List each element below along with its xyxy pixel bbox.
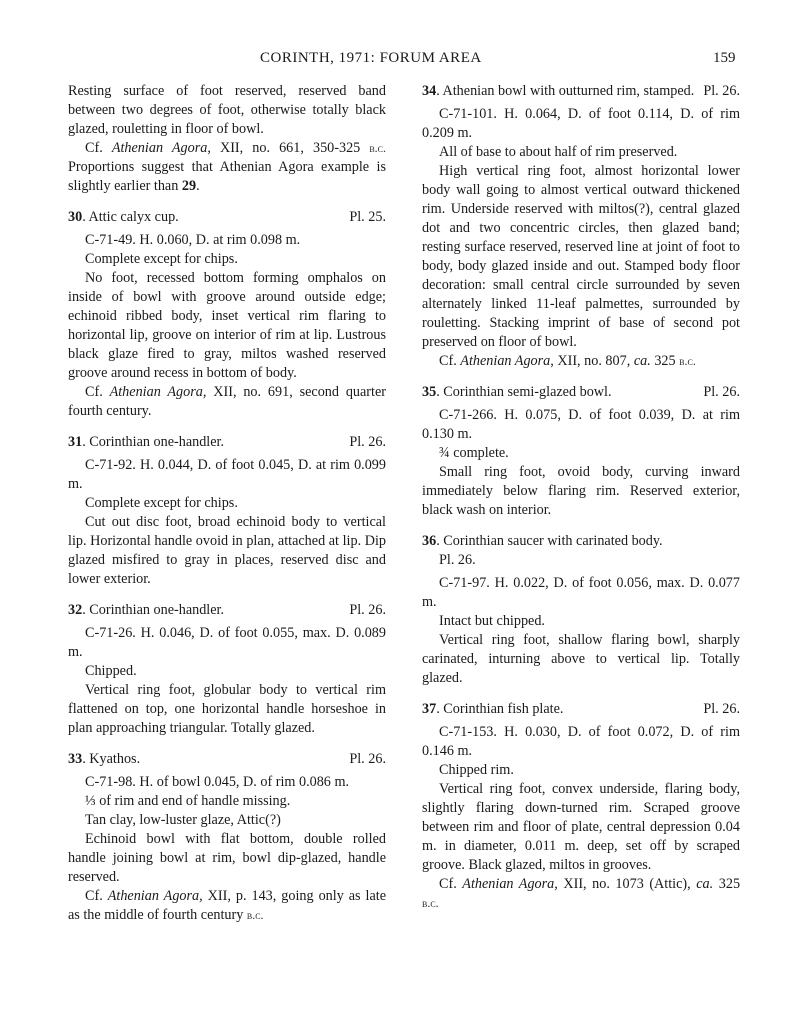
plate-reference: Pl. 26. xyxy=(349,602,386,618)
entry-36 xyxy=(422,532,740,688)
fabric: Tan clay, low-luster glaze, Attic(?) xyxy=(85,812,281,828)
entry-number: 35 xyxy=(422,384,437,400)
description: No foot, recessed bottom forming omphalos on inside of bowl with groove around outside edge; echinoid ribbed body, inset vertical rim flaring to horizontal lip, groove on interior of rim at lip. Lustrous black glaze fired to gray, miltos washed reserved groove around recess in bottom of body. xyxy=(68,270,386,381)
plate-reference: Pl. 26. xyxy=(439,552,476,568)
entry-heading xyxy=(68,601,386,620)
citation-title: Athenian Agora, xyxy=(462,876,558,892)
entry-32 xyxy=(68,601,386,738)
text-span: ca. xyxy=(696,876,714,892)
catalog-number: C-71-92. H. 0.044, D. of foot 0.045, D. at rim 0.099 m. xyxy=(68,457,386,492)
plate-reference: Pl. 25. xyxy=(349,209,386,225)
continued-entry xyxy=(68,82,386,196)
running-title: CORINTH, 1971: FORUM AREA xyxy=(260,50,482,66)
catalog-number: C-71-153. H. 0.030, D. of foot 0.072, D. of rim 0.146 m. xyxy=(422,724,740,759)
entry-number: 30 xyxy=(68,209,83,225)
entry-title: . Corinthian one-handler. xyxy=(82,602,225,618)
entry-number: 37 xyxy=(422,701,437,717)
text-span: b.c. xyxy=(679,354,696,368)
plate-reference: Pl. 26. xyxy=(703,701,740,717)
entry-heading xyxy=(422,82,740,101)
description: Small ring foot, ovoid body, curving inward immediately below flaring rim. Reserved exterior, black wash on interior. xyxy=(422,464,740,518)
entry-title: . Attic calyx cup. xyxy=(82,209,179,225)
text-span: Cf. xyxy=(439,876,457,892)
entry-37 xyxy=(422,700,740,913)
text-span: . xyxy=(196,178,200,194)
text-span: Cf. xyxy=(85,384,103,400)
catalog-number: C-71-266. H. 0.075, D. of foot 0.039, D. at rim 0.130 m. xyxy=(422,407,740,442)
page-number: 159 xyxy=(713,50,736,66)
catalog-number: C-71-26. H. 0.046, D. of foot 0.055, max. D. 0.089 m. xyxy=(68,625,386,660)
description: High vertical ring foot, almost horizontal lower body wall going to almost vertical outward thickened rim. Underside reserved with miltos(?), central glazed dot and two concentric circles, then glazed band; resting surface reserved, reserved line at joint of foot to body, body glazed inside and out. Stamped body floor decoration: small central circle surrounded by seven alternately linked 11-leaf palmettes, surrounded by rouletting. Stacking imprint of base of second pot preserved on floor of bowl. xyxy=(422,163,740,350)
description: Vertical ring foot, shallow flaring bowl, sharply carinated, inturning above to vertical lip. Totally glazed. xyxy=(422,632,740,686)
text-span: Cf. xyxy=(439,353,457,369)
description: Cut out disc foot, broad echinoid body to vertical lip. Horizontal handle ovoid in plan, attached at lip. Dip glazed misfired to gray in places, reserved disc and lower exterior. xyxy=(68,514,386,587)
citation-title: Athenian Agora, xyxy=(460,353,554,369)
condition: ¾ complete. xyxy=(439,445,509,461)
text-span: XII, no. 807, xyxy=(557,353,631,369)
condition: Complete except for chips. xyxy=(85,251,238,267)
citation-title: Athenian Agora, xyxy=(109,384,207,400)
plate-reference: Pl. 26. xyxy=(703,384,740,400)
entry-35 xyxy=(422,383,740,520)
right-column xyxy=(422,82,740,913)
condition: Chipped rim. xyxy=(439,762,514,778)
entry-34 xyxy=(422,82,740,371)
comparanda xyxy=(68,139,386,196)
comparanda xyxy=(422,352,740,371)
continued-text: Resting surface of foot reserved, reserved band between two degrees of foot, otherwise totally black glazed, rouletting in floor of bowl. xyxy=(68,83,386,137)
left-column xyxy=(68,82,386,925)
entry-heading xyxy=(422,383,740,402)
condition: Complete except for chips. xyxy=(85,495,238,511)
entry-heading xyxy=(68,433,386,452)
plate-reference: Pl. 26. xyxy=(349,434,386,450)
entry-title: . Corinthian semi-glazed bowl. xyxy=(436,384,612,400)
text-span: Cf. xyxy=(85,888,103,904)
description: Vertical ring foot, globular body to vertical rim flattened on top, one horizontal handle horseshoe in plan approaching triangular. Totally glazed. xyxy=(68,682,386,736)
comparanda xyxy=(422,875,740,913)
entry-title: . Corinthian saucer with carinated body. xyxy=(436,533,663,549)
condition: Intact but chipped. xyxy=(439,613,545,629)
entry-number: 34 xyxy=(422,83,437,99)
cross-reference: 29 xyxy=(181,178,197,194)
plate-reference: Pl. 26. xyxy=(349,751,386,767)
text-span: 325 xyxy=(654,353,676,369)
entry-heading xyxy=(68,750,386,769)
entry-heading xyxy=(422,700,740,719)
condition: ⅓ of rim and end of handle missing. xyxy=(85,793,291,809)
catalog-number: C-71-97. H. 0.022, D. of foot 0.056, max. D. 0.077 m. xyxy=(422,575,740,610)
text-span: Cf. xyxy=(85,140,103,156)
citation-title: Athenian Agora, xyxy=(111,140,211,156)
entry-title: . Corinthian one-handler. xyxy=(82,434,225,450)
entry-title: . Corinthian fish plate. xyxy=(436,701,564,717)
catalog-number: C-71-98. H. of bowl 0.045, D. of rim 0.086 m. xyxy=(85,774,350,790)
entry-number: 36 xyxy=(422,533,437,549)
text-span: b.c. xyxy=(369,141,387,155)
entry-number: 31 xyxy=(68,434,83,450)
citation-title: Athenian Agora, xyxy=(107,888,203,904)
entry-number: 33 xyxy=(68,751,83,767)
text-span: XII, no. 1073 (Attic), xyxy=(563,876,691,892)
description: Echinoid bowl with flat bottom, double rolled handle joining bowl at rim, bowl dip-glazed, handle reserved. xyxy=(68,831,386,885)
text-span: XII, p. 143, going only as late as the middle of fourth century xyxy=(68,888,387,923)
entry-31 xyxy=(68,433,386,589)
text-span: XII, no. 691, second quarter fourth century. xyxy=(68,384,386,419)
description: Vertical ring foot, convex underside, flaring body, slightly flaring down-turned rim. Scraped groove between rim and floor of plate, central depression 0.04 m. in diameter, 0.011 m. deep, set off by scraped groove. Black glazed, miltos in grooves. xyxy=(422,781,740,873)
entry-title: . Kyathos. xyxy=(82,751,141,767)
text-span: Proportions suggest that Athenian Agora example is slightly earlier than xyxy=(68,159,386,194)
text-span: 325 xyxy=(718,876,741,892)
entry-33 xyxy=(68,750,386,925)
plate-reference: Pl. 26. xyxy=(703,83,740,99)
comparanda xyxy=(68,383,386,421)
condition: All of base to about half of rim preserved. xyxy=(439,144,678,160)
entry-title: . Athenian bowl with outturned rim, stamped. xyxy=(436,83,695,99)
entry-heading xyxy=(68,208,386,227)
text-span: b.c. xyxy=(422,896,439,910)
entry-30 xyxy=(68,208,386,421)
catalog-number: C-71-49. H. 0.060, D. at rim 0.098 m. xyxy=(85,232,301,248)
entry-number: 32 xyxy=(68,602,83,618)
entry-heading xyxy=(422,532,740,570)
comparanda xyxy=(68,887,386,925)
condition: Chipped. xyxy=(85,663,137,679)
text-span: b.c. xyxy=(246,908,264,922)
catalog-number: C-71-101. H. 0.064, D. of foot 0.114, D. of rim 0.209 m. xyxy=(422,106,740,141)
text-span: XII, no. 661, 350-325 xyxy=(219,140,361,156)
text-span: ca. xyxy=(633,353,651,369)
